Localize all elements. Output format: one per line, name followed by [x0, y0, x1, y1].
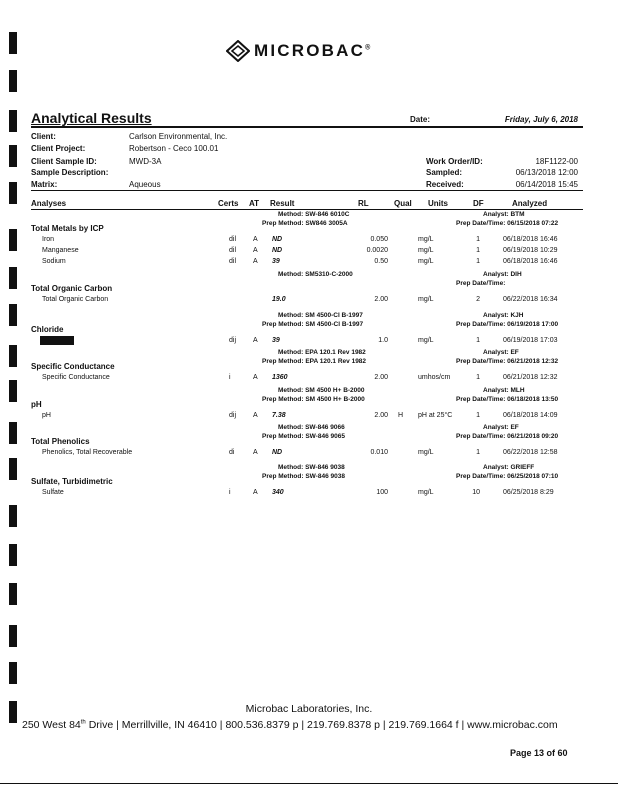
analyzed-value: 06/25/2018 8:29	[503, 489, 554, 496]
certs-value: dil	[229, 258, 237, 265]
footer-rule	[0, 783, 618, 784]
col-analyses: Analyses	[31, 199, 67, 208]
binder-hole-mark	[9, 229, 17, 251]
analysis-group-title: Total Metals by ICP	[31, 224, 104, 233]
analyzed-value: 06/22/2018 12:58	[503, 449, 558, 456]
analyte-name: Phenolics, Total Recoverable	[42, 449, 133, 456]
col-certs: Certs	[218, 199, 239, 208]
method-label: Method: SM5310-C-2000	[278, 271, 353, 278]
analysis-group-title: Chloride	[31, 325, 64, 334]
analyte-name: pH	[42, 412, 51, 419]
binder-hole-mark	[9, 345, 17, 367]
result-value: 19.0	[272, 296, 286, 303]
prep-datetime-label: Prep Date/Time: 06/21/2018 09:20	[456, 433, 559, 440]
result-value: 1360	[272, 374, 288, 381]
df-value: 1	[476, 374, 480, 381]
analyte-name: Specific Conductance	[42, 374, 110, 381]
analyzed-value: 06/18/2018 16:46	[503, 236, 558, 243]
certs-value: dij	[229, 412, 237, 419]
rl-value: 2.00	[374, 412, 388, 419]
analysis-group-title: Sulfate, Turbidimetric	[31, 477, 113, 486]
microbac-diamond-icon	[226, 40, 250, 62]
method-label: Method: SW-846 6010C	[278, 211, 350, 218]
units-value: pH at 25°C	[418, 412, 453, 419]
analyzed-value: 06/21/2018 12:32	[503, 374, 558, 381]
col-analyzed: Analyzed	[512, 199, 548, 208]
method-label: Method: EPA 120.1 Rev 1982	[278, 349, 366, 356]
binder-hole-mark	[9, 304, 17, 326]
method-label: Method: SW-846 9038	[278, 464, 345, 471]
binder-hole-mark	[9, 267, 17, 289]
prep-datetime-label: Prep Date/Time: 06/19/2018 17:00	[456, 321, 559, 328]
col-result: Result	[270, 199, 295, 208]
page-number: Page 13 of 60	[510, 748, 568, 758]
analyzed-value: 06/18/2018 14:09	[503, 412, 558, 419]
order-label: Work Order/ID:	[426, 157, 483, 166]
rl-value: 0.50	[374, 258, 388, 265]
binder-hole-mark	[9, 544, 17, 566]
analyzed-value: 06/22/2018 16:34	[503, 296, 558, 303]
order-value: 06/14/2018 15:45	[515, 180, 578, 189]
binder-hole-mark	[9, 625, 17, 647]
units-value: mg/L	[418, 449, 434, 456]
certs-value: i	[229, 489, 231, 496]
binder-hole-mark	[9, 182, 17, 204]
analyst-label: Analyst: BTM	[483, 211, 525, 218]
binder-hole-mark	[9, 380, 17, 402]
col-qual: Qual	[394, 199, 412, 208]
header-rule	[31, 209, 583, 210]
analyte-name: Sodium	[42, 258, 66, 265]
units-value: mg/L	[418, 489, 434, 496]
client-value: Aqueous	[129, 180, 161, 189]
microbac-logo	[226, 40, 372, 62]
page-title: Analytical Results	[31, 110, 152, 126]
df-value: 2	[476, 296, 480, 303]
prep-method-label: Prep Method: EPA 120.1 Rev 1982	[262, 358, 367, 365]
result-value: 7.38	[272, 412, 286, 419]
certs-value: di	[229, 449, 235, 456]
at-value: A	[253, 247, 258, 254]
rl-value: 2.00	[374, 296, 388, 303]
result-value: 39	[272, 337, 280, 344]
certs-value: i	[229, 374, 231, 381]
client-label: Matrix:	[31, 180, 58, 189]
prep-method-label: Prep Method: SW-846 9065	[262, 433, 345, 440]
date-value: Friday, July 6, 2018	[504, 115, 578, 124]
method-label: Method: SW-846 9066	[278, 424, 345, 431]
df-value: 1	[476, 449, 480, 456]
prep-datetime-label: Prep Date/Time: 06/15/2018 07:22	[456, 220, 559, 227]
certs-value: dil	[229, 247, 237, 254]
binder-hole-mark	[9, 32, 17, 54]
prep-datetime-label: Prep Date/Time:	[456, 280, 506, 287]
prep-method-label: Prep Method: SM 4500 H+ B-2000	[262, 396, 365, 403]
df-value: 1	[476, 247, 480, 254]
binder-hole-mark	[9, 583, 17, 605]
order-value: 18F1122-00	[535, 157, 578, 166]
certs-value: dij	[229, 337, 237, 344]
result-value: ND	[272, 449, 283, 456]
at-value: A	[253, 412, 258, 419]
certs-value: dil	[229, 236, 237, 243]
df-value: 1	[476, 236, 480, 243]
col-at: AT	[249, 199, 260, 208]
client-label: Client Project:	[31, 144, 86, 153]
units-value: mg/L	[418, 247, 434, 254]
analysis-group-title: Specific Conductance	[31, 362, 115, 371]
analyst-label: Analyst: EF	[483, 424, 519, 431]
rl-value: 0.0020	[366, 247, 388, 254]
binder-hole-mark	[9, 70, 17, 92]
rl-value: 0.050	[370, 236, 388, 243]
result-value: ND	[272, 236, 283, 243]
binder-hole-mark	[9, 145, 17, 167]
logo-text: MICROBAC®	[254, 41, 373, 60]
title-rule	[31, 126, 583, 128]
order-label: Received:	[426, 180, 464, 189]
analyte-name: Total Organic Carbon	[42, 296, 109, 303]
analyst-label: Analyst: KJH	[483, 312, 524, 319]
binder-hole-mark	[9, 662, 17, 684]
result-value: ND	[272, 247, 283, 254]
binder-hole-mark	[9, 110, 17, 132]
method-label: Method: SM 4500 H+ B-2000	[278, 387, 365, 394]
at-value: A	[253, 374, 258, 381]
client-value: Carlson Environmental, Inc.	[129, 132, 228, 141]
at-value: A	[253, 449, 258, 456]
footer-company: Microbac Laboratories, Inc.	[245, 703, 373, 715]
units-value: mg/L	[418, 296, 434, 303]
analyzed-value: 06/19/2018 17:03	[503, 337, 558, 344]
method-label: Method: SM 4500-Cl B-1997	[278, 312, 363, 319]
qual-value: H	[398, 412, 404, 419]
client-value: MWD-3A	[129, 157, 162, 166]
df-value: 1	[476, 337, 480, 344]
at-value: A	[253, 337, 258, 344]
analysis-group-title: pH	[31, 400, 42, 409]
rl-value: 100	[376, 489, 388, 496]
analyzed-value: 06/19/2018 10:29	[503, 247, 558, 254]
analyst-label: Analyst: GRIEFF	[483, 464, 535, 471]
order-value: 06/13/2018 12:00	[515, 168, 578, 177]
analyst-label: Analyst: DIH	[483, 271, 522, 278]
client-rule	[31, 190, 583, 191]
prep-datetime-label: Prep Date/Time: 06/25/2018 07:10	[456, 473, 559, 480]
df-value: 1	[476, 258, 480, 265]
analysis-group-title: Total Phenolics	[31, 437, 90, 446]
prep-datetime-label: Prep Date/Time: 06/18/2018 13:50	[456, 396, 559, 403]
analyzed-value: 06/18/2018 16:46	[503, 258, 558, 265]
prep-method-label: Prep Method: SW846 3005A	[262, 220, 348, 227]
analyst-label: Analyst: EF	[483, 349, 519, 356]
date-label: Date:	[410, 115, 431, 124]
df-value: 1	[476, 412, 480, 419]
rl-value: 2.00	[374, 374, 388, 381]
prep-method-label: Prep Method: SW-846 9038	[262, 473, 345, 480]
units-value: mg/L	[418, 236, 434, 243]
order-label: Sampled:	[426, 168, 463, 177]
redacted-analyte	[40, 336, 74, 345]
df-value: 10	[472, 489, 480, 496]
client-value: Robertson - Ceco 100.01	[129, 144, 219, 153]
col-rl: RL	[358, 199, 369, 208]
col-df: DF	[473, 199, 484, 208]
client-label: Client Sample ID:	[31, 157, 97, 166]
units-value: mg/L	[418, 258, 434, 265]
analyst-label: Analyst: MLH	[483, 387, 525, 394]
binder-hole-mark	[9, 422, 17, 444]
at-value: A	[253, 236, 258, 243]
rl-value: 0.010	[370, 449, 388, 456]
footer-address: 250 West 84th Drive | Merrillville, IN 46410 | 800.536.8379 p | 219.769.8378 p | 219.769.1664 f | www.microbac.com	[22, 719, 558, 731]
client-label: Sample Description:	[31, 168, 109, 177]
analyte-name: Sulfate	[42, 489, 64, 496]
at-value: A	[253, 489, 258, 496]
col-units: Units	[428, 199, 448, 208]
analyte-name: Iron	[42, 236, 55, 243]
result-value: 340	[272, 489, 284, 496]
prep-method-label: Prep Method: SM 4500-Cl B-1997	[262, 321, 364, 328]
client-label: Client:	[31, 132, 56, 141]
binder-hole-mark	[9, 458, 17, 480]
analyte-name: Manganese	[42, 247, 79, 254]
at-value: A	[253, 258, 258, 265]
prep-datetime-label: Prep Date/Time: 06/21/2018 12:32	[456, 358, 559, 365]
binder-hole-mark	[9, 505, 17, 527]
units-value: mg/L	[418, 337, 434, 344]
rl-value: 1.0	[378, 337, 388, 344]
analysis-group-title: Total Organic Carbon	[31, 284, 113, 293]
units-value: umhos/cm	[418, 374, 451, 381]
result-value: 39	[272, 258, 280, 265]
